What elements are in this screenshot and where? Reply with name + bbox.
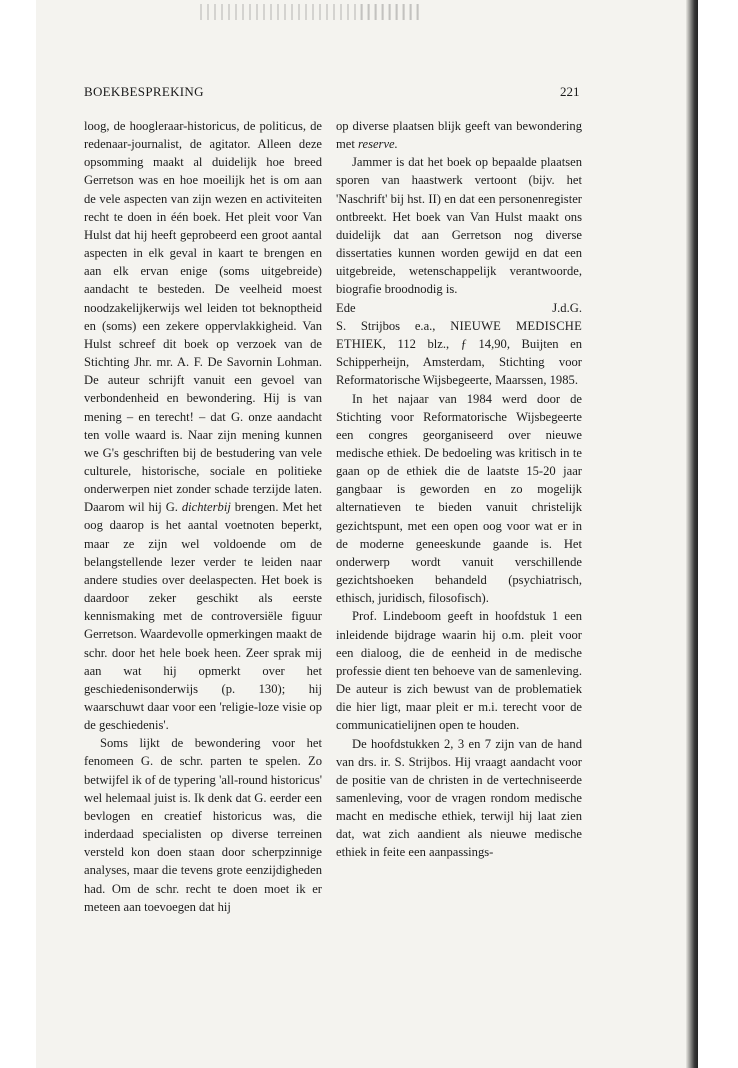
scan-artifact (360, 4, 420, 20)
review-author: S. Strijbos e.a., (336, 318, 436, 333)
paragraph: Jammer is dat het boek op bepaalde plaatsen sporen van haastwerk vertoont (bijv. het 'Naschrift' bij hst. II) en dat een personenregister ontbreekt. Het boek van Van Hulst maakt ons duidelijk dat aan Gerretson nog diverse dissertaties kunnen worden gewijd en dat een uitgebreide, wetenschappelijk verantwoorde, biografie broodnodig is. (336, 155, 582, 297)
review-book-details: 112 blz., ƒ 14,90, Buijten en Schipperheijn, Amsterdam, Stichting voor Reformatorische Wijsbegeerte, Maarssen, 1985. (336, 336, 582, 388)
paragraph: Soms lijkt de bewondering voor het fenomeen G. de schr. parten te spelen. Zo betwijfel ik of de typering 'all-round historicus' wel helemaal juist is. Ik denk dat G. eerder een bevlogen en creatief historicus was, die inderdaad specialisten op diverse terreinen versteld kon doen staan door scherpzinnige analyses, maar die tevens grote eenzijdigheden had. Om de schr. recht te doen moet ik er meteen aan toevoegen dat hij (84, 736, 322, 914)
emphasis: reserve. (358, 137, 398, 152)
signoff-place: Ede (336, 300, 356, 315)
paragraph-text: op diverse plaatsen blijk geeft van bewondering met (336, 119, 582, 152)
paragraph (84, 117, 322, 734)
paragraph (336, 117, 582, 153)
review-heading (336, 317, 582, 390)
paragraph: In het najaar van 1984 werd door de Stichting voor Reformatorische Wijsbegeerte een congres georganiseerd over nieuwe medische ethiek. De bedoeling was kritisch in te gaan op de ethiek die de laatste 15-20 jaar gangbaar is geworden en zo mogelijk alternatieven te bieden vanuit christelijk gezichtspunt, met een open oog voor wat er in de moderne geneeskunde gaande is. Het onderwerp wordt vanuit verschillende gezichtshoeken behandeld (psychiatrisch, ethisch, juridisch, filosofisch). (336, 391, 582, 606)
review-signoff (336, 299, 582, 317)
running-head: BOEKBESPREKING (84, 84, 204, 99)
right-column (336, 117, 582, 862)
paragraph-text: brengen. Met het oog daarop is het aantal voetnoten beperkt, maar ze zijn wel voldoende om de belangstellende lezer verder te leiden naar andere studies over deelaspecten. Het boek is daardoor zeker geschikt als eerste kennismaking met de controversiële figuur Gerretson. Waardevolle opmerkingen maakt de schr. door het hele boek heen. Zeer sprak mij aan wat hij opmerkt over het geschiedenisonderwijs (p. 130); hij waarschuwt daar voor een 'religie-loze visie op de geschiedenis'. (84, 500, 322, 733)
left-column (84, 117, 322, 916)
emphasis: dichterbij (181, 500, 231, 515)
signoff-initials: J.d.G. (552, 300, 582, 315)
paragraph-text: loog, de hoogleraar-historicus, de politicus, de redenaar-journalist, de agitator. Alleen deze opsomming maakt al duidelijk hoe breed Gerretson was en hoe moeilijk het is om aan de vele aspecten van zijn wezen en activiteiten recht te doen in één boek. Het pleit voor Van Hulst dat hij heeft geprobeerd een groot aantal aspecten in elk geval in kaart te brengen en aan elk ervan enige (soms uitgebreide) aandacht te besteden. De veelheid moest noodzakelijkerwijs wel leiden tot beknoptheid en (soms) een zekere oppervlakkigheid. Van Hulst schreef dit boek op verzoek van de Stichting Jhr. mr. A. F. De Savornin Lohman. De auteur schrijft vanuit een gevoel van verbondenheid en bewondering. Hij is van mening – en terecht! – dat G. onze aandacht ten volle waard is. Naar zijn mening kunnen we G's geschriften bij de bestudering van vele culturele, historische, sociale en politieke onderwerpen niet zonder schade terzijde laten. Daarom wil hij G. (84, 119, 322, 515)
paragraph: Prof. Lindeboom geeft in hoofdstuk 1 een inleidende bijdrage waarin hij o.m. pleit voor een dialoog, die de eenheid in de medische professie dient ten behoeve van de samenleving. De auteur is zich bewust van de problematiek die hier ligt, maar pleit er m.i. terecht voor de communicatielijnen open te houden. (336, 609, 582, 733)
review-book-title: NIEUWE MEDISCHE ETHIEK, (336, 318, 582, 351)
page-number: 221 (560, 84, 580, 99)
paragraph: De hoofdstukken 2, 3 en 7 zijn van de hand van drs. ir. S. Strijbos. Hij vraagt aandacht voor de positie van de christen in de vertechniseerde samenleving, voor de vragen rondom medische macht en medische ethiek, terwijl hij laat zien dat, wat zich aandient als nieuwe medische ethiek in feite een aanpassings- (336, 736, 582, 860)
page-edge-shadow (686, 0, 698, 1068)
